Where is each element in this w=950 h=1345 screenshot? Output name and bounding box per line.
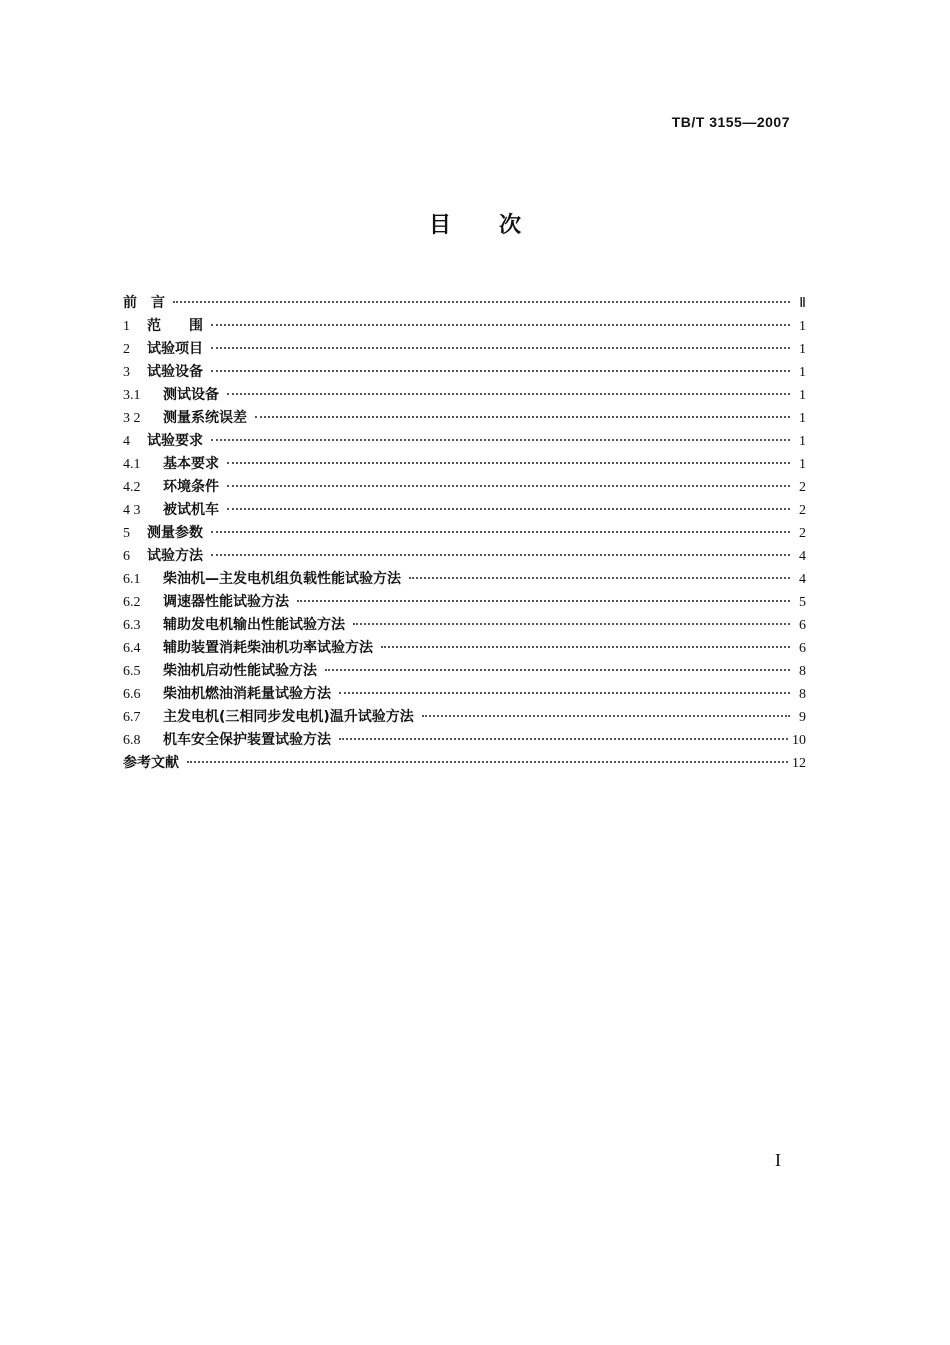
toc-entry-number: 6.4 bbox=[123, 641, 141, 656]
toc-entry-leader-dots bbox=[227, 393, 790, 395]
toc-entry-label: 测量参数 bbox=[147, 525, 203, 541]
toc-entry-page: 8 bbox=[799, 664, 806, 679]
toc-entry-number: 4.2 bbox=[123, 480, 141, 495]
toc-entry-label: 主发电机(三相同步发电机)温升试验方法 bbox=[163, 709, 414, 725]
toc-entry-leader-dots bbox=[227, 508, 790, 510]
toc-entry-number: 3.1 bbox=[123, 388, 141, 403]
toc-entry-leader-dots bbox=[381, 646, 790, 648]
toc-entry[interactable] bbox=[123, 407, 806, 430]
toc-entry[interactable] bbox=[123, 384, 806, 407]
toc-entry[interactable] bbox=[123, 660, 806, 683]
toc-entry-leader-dots bbox=[227, 462, 790, 464]
toc-entry-page: 1 bbox=[799, 319, 806, 334]
toc-entry-number: 6.8 bbox=[123, 733, 141, 748]
toc-entry-page: 6 bbox=[799, 641, 806, 656]
toc-entry-leader-dots bbox=[173, 301, 790, 303]
toc-entry-label: 试验方法 bbox=[147, 548, 203, 564]
toc-entry-page: 1 bbox=[799, 342, 806, 357]
toc-entry-page: 2 bbox=[799, 480, 806, 495]
toc-entry-label: 试验要求 bbox=[147, 433, 203, 449]
toc-entry-leader-dots bbox=[187, 761, 788, 763]
toc-entry-label: 试验设备 bbox=[147, 364, 203, 380]
toc-entry-page: 1 bbox=[799, 365, 806, 380]
toc-entry-label: 试验项目 bbox=[147, 341, 203, 357]
toc-entry-label: 环境条件 bbox=[163, 479, 219, 495]
toc-entry-label: 测试设备 bbox=[163, 387, 219, 403]
toc-entry-page: 4 bbox=[799, 549, 806, 564]
toc-entry-leader-dots bbox=[227, 485, 790, 487]
toc-entry-label: 测量系统误差 bbox=[163, 410, 247, 426]
toc-entry-page: 1 bbox=[799, 388, 806, 403]
toc-entry[interactable] bbox=[123, 729, 806, 752]
toc-entry[interactable] bbox=[123, 752, 806, 775]
toc-entry[interactable] bbox=[123, 706, 806, 729]
toc-entry-leader-dots bbox=[255, 416, 790, 418]
toc-entry-number: 6 bbox=[123, 549, 130, 564]
page-number: I bbox=[775, 1150, 781, 1170]
toc-entry-leader-dots bbox=[211, 370, 790, 372]
toc-entry[interactable] bbox=[123, 453, 806, 476]
toc-entry[interactable] bbox=[123, 545, 806, 568]
toc-entry-number: 4.1 bbox=[123, 457, 141, 472]
toc-entry-leader-dots bbox=[353, 623, 790, 625]
toc-entry-leader-dots bbox=[422, 715, 790, 717]
toc-entry-number: 4 3 bbox=[123, 503, 141, 518]
toc-entry-leader-dots bbox=[339, 692, 790, 694]
toc-entry-page: 2 bbox=[799, 503, 806, 518]
toc-entry-label: 柴油机—主发电机组负载性能试验方法 bbox=[163, 571, 401, 587]
toc-entry-leader-dots bbox=[297, 600, 790, 602]
toc-entry-page: 12 bbox=[792, 756, 806, 771]
toc-entry-label: 辅助发电机输出性能试验方法 bbox=[163, 617, 345, 633]
toc-entry-page: 1 bbox=[799, 434, 806, 449]
table-of-contents bbox=[123, 292, 806, 775]
toc-entry-number: 6.3 bbox=[123, 618, 141, 633]
toc-entry-label: 参考文献 bbox=[123, 755, 179, 771]
toc-entry[interactable] bbox=[123, 683, 806, 706]
toc-entry-page: Ⅱ bbox=[799, 296, 806, 311]
toc-entry-number: 6.2 bbox=[123, 595, 141, 610]
toc-entry[interactable] bbox=[123, 476, 806, 499]
toc-entry[interactable] bbox=[123, 591, 806, 614]
toc-entry-leader-dots bbox=[339, 738, 788, 740]
toc-entry-leader-dots bbox=[409, 577, 790, 579]
toc-entry-label: 柴油机启动性能试验方法 bbox=[163, 663, 317, 679]
toc-entry-label: 前 言 bbox=[123, 295, 165, 311]
toc-entry-leader-dots bbox=[211, 439, 790, 441]
toc-entry-page: 2 bbox=[799, 526, 806, 541]
toc-entry-number: 6.6 bbox=[123, 687, 141, 702]
toc-entry-label: 机车安全保护装置试验方法 bbox=[163, 732, 331, 748]
toc-entry-leader-dots bbox=[325, 669, 790, 671]
toc-entry-label: 柴油机燃油消耗量试验方法 bbox=[163, 686, 331, 702]
toc-title: 目次 bbox=[428, 213, 569, 238]
toc-entry-number: 5 bbox=[123, 526, 130, 541]
toc-entry-page: 9 bbox=[799, 710, 806, 725]
toc-entry[interactable] bbox=[123, 361, 806, 384]
toc-entry-number: 6.5 bbox=[123, 664, 141, 679]
toc-entry-number: 6.1 bbox=[123, 572, 141, 587]
toc-entry[interactable] bbox=[123, 637, 806, 660]
toc-entry-number: 1 bbox=[123, 319, 130, 334]
toc-entry-leader-dots bbox=[211, 554, 790, 556]
toc-entry-page: 4 bbox=[799, 572, 806, 587]
toc-entry-page: 6 bbox=[799, 618, 806, 633]
toc-entry[interactable] bbox=[123, 568, 806, 591]
toc-entry-page: 1 bbox=[799, 457, 806, 472]
toc-entry-number: 3 2 bbox=[123, 411, 141, 426]
toc-entry-page: 5 bbox=[799, 595, 806, 610]
toc-entry[interactable] bbox=[123, 499, 806, 522]
toc-entry[interactable] bbox=[123, 315, 806, 338]
toc-entry-label: 范 围 bbox=[147, 318, 203, 334]
toc-entry-number: 4 bbox=[123, 434, 130, 449]
standard-code: TB/T 3155—2007 bbox=[671, 114, 790, 130]
toc-entry-label: 调速器性能试验方法 bbox=[163, 594, 289, 610]
toc-entry[interactable] bbox=[123, 338, 806, 361]
toc-entry-number: 3 bbox=[123, 365, 130, 380]
toc-entry-leader-dots bbox=[211, 347, 790, 349]
toc-entry-number: 2 bbox=[123, 342, 130, 357]
toc-entry[interactable] bbox=[123, 430, 806, 453]
toc-entry-number: 6.7 bbox=[123, 710, 141, 725]
toc-entry-page: 8 bbox=[799, 687, 806, 702]
toc-entry[interactable] bbox=[123, 292, 806, 315]
toc-entry-leader-dots bbox=[211, 531, 790, 533]
toc-entry-label: 被试机车 bbox=[163, 502, 219, 518]
toc-entry-label: 辅助装置消耗柴油机功率试验方法 bbox=[163, 640, 373, 656]
toc-entry[interactable] bbox=[123, 614, 806, 637]
toc-entry-page: 1 bbox=[799, 411, 806, 426]
toc-entry-label: 基本要求 bbox=[163, 456, 219, 472]
toc-entry-leader-dots bbox=[211, 324, 790, 326]
toc-entry[interactable] bbox=[123, 522, 806, 545]
toc-entry-page: 10 bbox=[792, 733, 806, 748]
